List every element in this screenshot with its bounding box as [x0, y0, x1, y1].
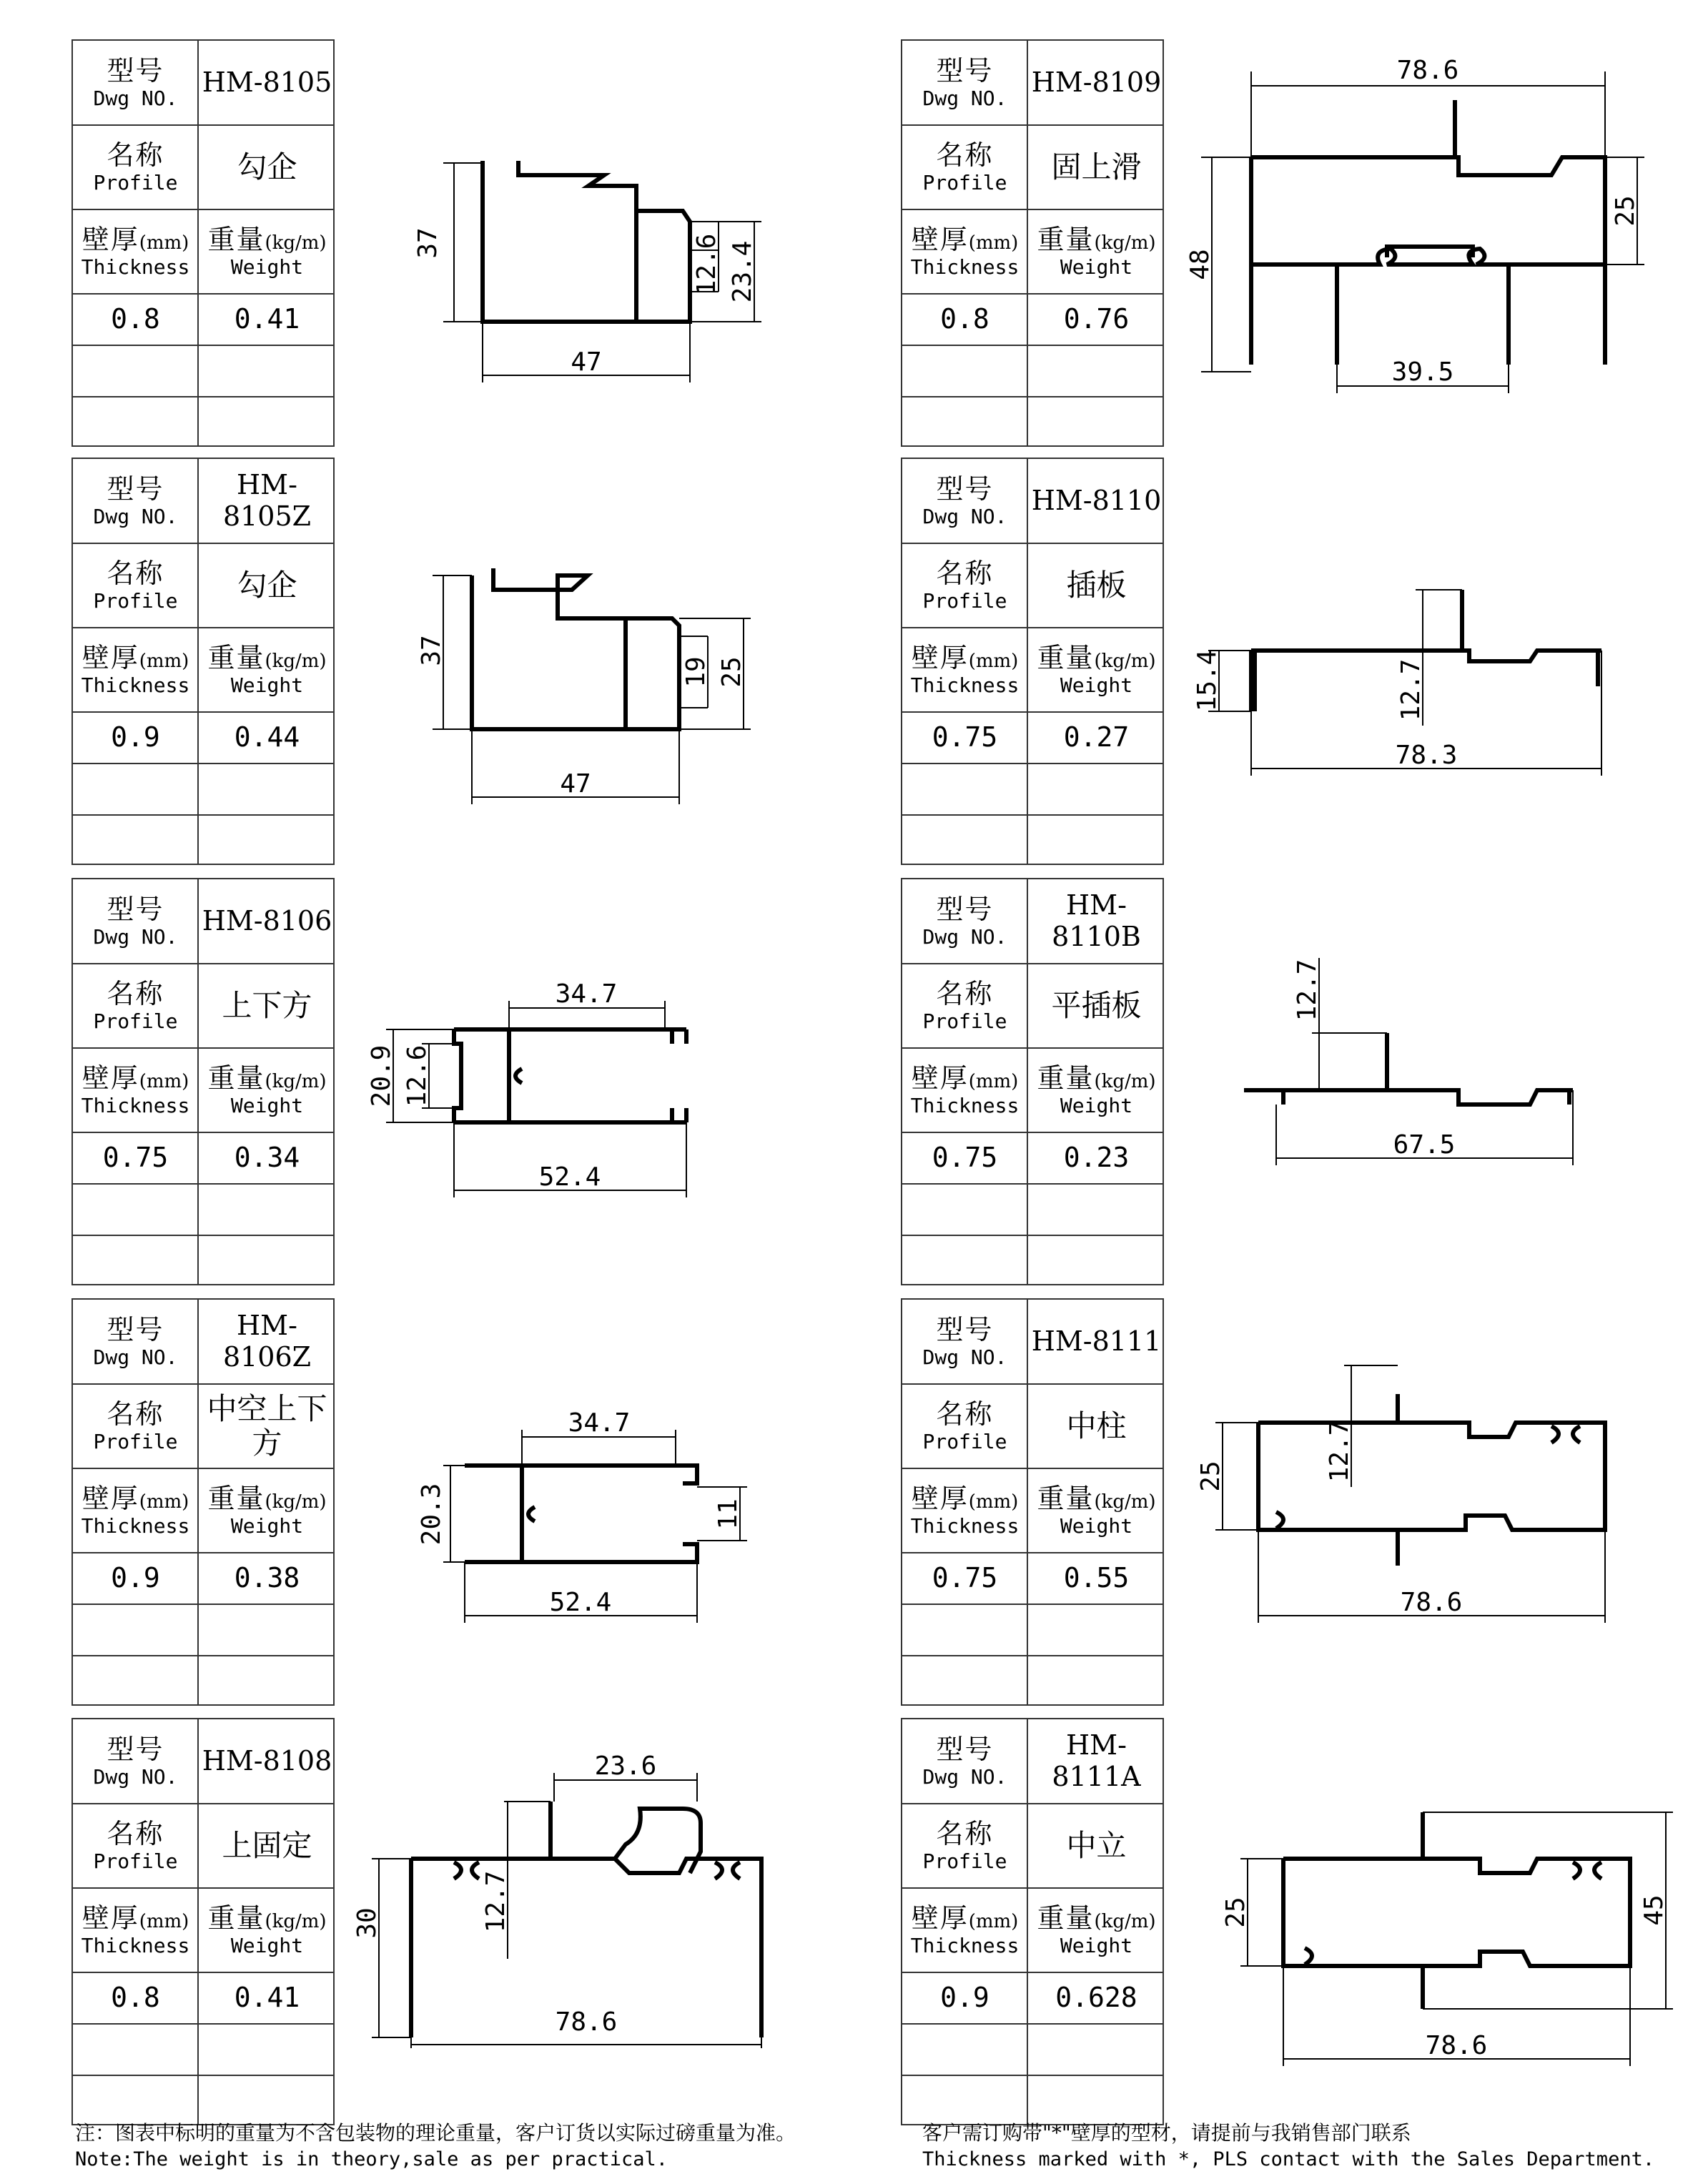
- dim-width: 67.5: [1393, 1130, 1456, 1160]
- label-weight-zh: 重量: [1037, 1483, 1095, 1515]
- label-weight: [1027, 209, 1165, 294]
- label-weight-en: Weight: [1060, 255, 1133, 279]
- thickness-cell: [902, 712, 1027, 764]
- drawing-hm-8111a: [1187, 1794, 1687, 2073]
- label-weight-unit: (kg/m): [1094, 1911, 1156, 1933]
- label-weight-unit: (kg/m): [1094, 651, 1156, 673]
- weight-value: 0.76: [1063, 303, 1130, 335]
- label-name: [902, 125, 1027, 209]
- label-model: [902, 41, 1027, 125]
- label-thickness-unit: (mm): [968, 232, 1019, 255]
- label-model-en: Dwg NO.: [922, 1764, 1007, 1789]
- weight-cell: [1027, 294, 1165, 345]
- label-thickness: [73, 628, 198, 712]
- dim-width: 52.4: [538, 1162, 601, 1192]
- dim-stem: 12.7: [481, 1870, 510, 1933]
- dim-stem: 12.7: [1293, 959, 1322, 1022]
- profile-name: 上固定: [222, 1827, 312, 1863]
- label-weight: [198, 209, 336, 294]
- profile-name-cell: [198, 125, 336, 209]
- drawing-hm-8110b: [1230, 951, 1601, 1172]
- profile-name: 中空上下: [207, 1390, 327, 1426]
- weight-value: 0.628: [1055, 1982, 1137, 2014]
- label-model-zh: 型号: [936, 1314, 994, 1346]
- label-thickness-unit: (mm): [968, 1491, 1019, 1513]
- profile-name-cell: [198, 543, 336, 628]
- spec-table: [71, 39, 335, 447]
- profile-name-cell: [1027, 1804, 1165, 1888]
- label-weight-en: Weight: [230, 1933, 304, 1957]
- label-name-en: Profile: [922, 170, 1007, 194]
- label-thickness-en: Thickness: [81, 673, 190, 697]
- spec-table: [901, 878, 1164, 1285]
- thickness-cell: [73, 1972, 198, 2024]
- drawing-hm-8105z: [400, 558, 772, 815]
- label-model-en: Dwg NO.: [93, 1345, 178, 1369]
- dim-width: 78.3: [1395, 741, 1458, 770]
- label-name: [902, 1384, 1027, 1468]
- label-model: [902, 1719, 1027, 1804]
- weight-cell: [198, 1972, 336, 2024]
- spec-table: [901, 39, 1164, 447]
- profile-code: HM-8111: [1031, 1325, 1162, 1358]
- label-weight-unit: (kg/m): [1094, 232, 1156, 255]
- label-thickness: [902, 1048, 1027, 1132]
- dim-height: 37: [413, 227, 443, 259]
- weight-value: 0.55: [1063, 1562, 1130, 1594]
- label-thickness-zh: 壁厚: [82, 1062, 139, 1095]
- label-weight: [1027, 1048, 1165, 1132]
- weight-value: 0.41: [234, 1982, 300, 2014]
- label-model-zh: 型号: [936, 894, 994, 926]
- dim-height: 30: [352, 1907, 382, 1939]
- label-weight-en: Weight: [1060, 673, 1133, 697]
- weight-cell: [198, 1132, 336, 1184]
- spec-table: [71, 1718, 335, 2125]
- label-thickness: [73, 1468, 198, 1553]
- thickness-cell: [902, 1972, 1027, 2024]
- profile-name-cell: [198, 964, 336, 1048]
- profile-name: 中立: [1066, 1827, 1127, 1863]
- spec-table: [71, 458, 335, 865]
- label-name-en: Profile: [922, 1849, 1007, 1873]
- label-weight-unit: (kg/m): [265, 1071, 327, 1093]
- label-name: [902, 543, 1027, 628]
- dim-top-width: 23.6: [594, 1751, 657, 1781]
- thickness-value: 0.9: [111, 721, 160, 753]
- spec-table: [71, 1298, 335, 1706]
- profile-name-cell: [198, 1384, 336, 1468]
- weight-cell: [198, 712, 336, 764]
- footer-right-zh: 客户需订购带"*"壁厚的型材，请提前与我销售部门联系: [922, 2121, 1411, 2145]
- profile-name-line2: 方: [252, 1425, 282, 1461]
- label-weight-unit: (kg/m): [1094, 1071, 1156, 1093]
- profile-name-cell: [1027, 1384, 1165, 1468]
- drawing-hm-8106z: [357, 1401, 772, 1637]
- profile-code-cell: [198, 1719, 336, 1804]
- label-thickness-zh: 壁厚: [911, 642, 969, 674]
- label-thickness-unit: (mm): [968, 651, 1019, 673]
- drawing-hm-8110: [1187, 572, 1616, 786]
- thickness-value: 0.75: [102, 1142, 169, 1174]
- label-model-zh: 型号: [107, 1314, 164, 1346]
- label-name-en: Profile: [922, 1429, 1007, 1453]
- label-thickness-en: Thickness: [81, 1513, 190, 1538]
- label-thickness-en: Thickness: [910, 1933, 1020, 1957]
- label-weight-zh: 重量: [1037, 642, 1095, 674]
- label-name-zh: 名称: [107, 1818, 164, 1850]
- profile-name-cell: [198, 1804, 336, 1888]
- label-weight: [1027, 628, 1165, 712]
- profile-code-cell: [1027, 1300, 1165, 1384]
- dim-height: 20.3: [417, 1483, 446, 1546]
- label-name: [73, 543, 198, 628]
- profile-name-cell: [1027, 964, 1165, 1048]
- label-model-zh: 型号: [107, 55, 164, 87]
- profile-name: 固上滑: [1051, 149, 1142, 184]
- profile-name: 平插板: [1051, 987, 1142, 1023]
- label-weight-zh: 重量: [207, 642, 265, 674]
- dim-width: 47: [560, 769, 591, 799]
- footer-right-en: Thickness marked with *, PLS contact with the Sales Department.: [922, 2148, 1655, 2170]
- label-name-zh: 名称: [936, 1818, 994, 1850]
- label-weight-unit: (kg/m): [265, 232, 327, 255]
- label-thickness: [902, 1888, 1027, 1972]
- label-name: [73, 964, 198, 1048]
- label-name-en: Profile: [93, 588, 178, 613]
- spec-table: [71, 878, 335, 1285]
- label-weight-unit: (kg/m): [1094, 1491, 1156, 1513]
- label-model-zh: 型号: [936, 1734, 994, 1766]
- label-model-en: Dwg NO.: [922, 504, 1007, 528]
- label-name-en: Profile: [922, 1009, 1007, 1033]
- profile-code: HM-8110B: [1052, 889, 1141, 952]
- label-name-zh: 名称: [936, 978, 994, 1010]
- thickness-value: 0.9: [111, 1562, 160, 1594]
- thickness-cell: [902, 294, 1027, 345]
- dim-width: 78.6: [1400, 1588, 1463, 1617]
- label-model: [902, 459, 1027, 543]
- footer-note-right: [922, 2120, 1654, 2173]
- label-thickness-en: Thickness: [910, 1093, 1020, 1117]
- dim-inner: 12.6: [692, 233, 721, 296]
- weight-cell: [198, 1553, 336, 1604]
- label-weight-zh: 重量: [1037, 224, 1095, 256]
- label-thickness-unit: (mm): [968, 1911, 1019, 1933]
- profile-code: HM-8106: [202, 905, 332, 937]
- profile-code-cell: [1027, 41, 1165, 125]
- label-name-zh: 名称: [936, 558, 994, 590]
- dim-height-left: 25: [1221, 1897, 1250, 1928]
- dim-inner: 39.5: [1391, 357, 1454, 387]
- label-model-en: Dwg NO.: [93, 86, 178, 110]
- label-model-zh: 型号: [936, 473, 994, 505]
- label-thickness-zh: 壁厚: [82, 1483, 139, 1515]
- label-model: [902, 879, 1027, 964]
- weight-value: 0.27: [1063, 721, 1130, 753]
- label-model: [73, 459, 198, 543]
- label-model-zh: 型号: [107, 473, 164, 505]
- dim-width: 47: [571, 347, 602, 377]
- label-model-en: Dwg NO.: [922, 1345, 1007, 1369]
- profile-code-cell: [198, 41, 336, 125]
- label-thickness-unit: (mm): [139, 1071, 189, 1093]
- thickness-cell: [73, 712, 198, 764]
- thickness-value: 0.75: [932, 1142, 998, 1174]
- label-thickness-zh: 壁厚: [911, 224, 969, 256]
- spec-table: [901, 1298, 1164, 1706]
- profile-code: HM-8105Z: [222, 469, 312, 532]
- dim-inner-width: 34.7: [568, 1408, 631, 1438]
- dim-height: 20.9: [367, 1044, 396, 1107]
- dim-width: 52.4: [549, 1588, 612, 1617]
- label-name-en: Profile: [93, 1429, 178, 1453]
- label-name: [73, 125, 198, 209]
- dim-inner-width: 34.7: [555, 979, 618, 1009]
- profile-code: HM-8106Z: [222, 1310, 312, 1373]
- thickness-value: 0.8: [111, 1982, 160, 2014]
- label-weight-en: Weight: [230, 1513, 304, 1538]
- label-weight-en: Weight: [1060, 1933, 1133, 1957]
- profile-code-cell: [1027, 1719, 1165, 1804]
- label-model: [73, 1300, 198, 1384]
- footer-note-left: [75, 2120, 796, 2173]
- footer-note-zh: 注：图表中标明的重量为不含包装物的理论重量，客户订货以实际过磅重量为准。: [75, 2121, 796, 2145]
- label-thickness-unit: (mm): [139, 1491, 189, 1513]
- label-thickness-unit: (mm): [139, 232, 189, 255]
- label-model-en: Dwg NO.: [93, 924, 178, 949]
- profile-code-cell: [1027, 459, 1165, 543]
- label-name: [73, 1804, 198, 1888]
- label-name-zh: 名称: [107, 558, 164, 590]
- label-model-zh: 型号: [107, 1734, 164, 1766]
- label-model-en: Dwg NO.: [922, 86, 1007, 110]
- label-weight-zh: 重量: [207, 1902, 265, 1935]
- label-model: [73, 879, 198, 964]
- label-weight-unit: (kg/m): [265, 651, 327, 673]
- dim-width: 78.6: [1425, 2031, 1488, 2060]
- dim-height-right: 25: [1611, 195, 1640, 227]
- dim-height: 25: [1196, 1461, 1225, 1492]
- label-model: [902, 1300, 1027, 1384]
- label-thickness: [902, 209, 1027, 294]
- label-name: [902, 964, 1027, 1048]
- weight-cell: [1027, 1972, 1165, 2024]
- label-weight-zh: 重量: [1037, 1902, 1095, 1935]
- drawing-hm-8106: [357, 972, 729, 1208]
- thickness-cell: [73, 294, 198, 345]
- footer-note-en: Note:The weight is in theory,sale as per practical.: [75, 2148, 668, 2170]
- profile-code: HM-8109: [1031, 66, 1162, 99]
- label-model-en: Dwg NO.: [93, 504, 178, 528]
- label-weight: [198, 1888, 336, 1972]
- label-weight-en: Weight: [230, 1093, 304, 1117]
- label-thickness-zh: 壁厚: [82, 224, 139, 256]
- label-weight: [1027, 1888, 1165, 1972]
- label-name-zh: 名称: [107, 139, 164, 172]
- spec-table: [901, 1718, 1164, 2125]
- thickness-value: 0.9: [940, 1982, 989, 2014]
- thickness-value: 0.75: [932, 1562, 998, 1594]
- profile-code-cell: [198, 459, 336, 543]
- label-thickness-en: Thickness: [910, 1513, 1020, 1538]
- profile-code-cell: [198, 879, 336, 964]
- profile-name: 插板: [1066, 567, 1127, 603]
- weight-cell: [1027, 1553, 1165, 1604]
- profile-name: 中柱: [1066, 1408, 1127, 1443]
- profile-name-cell: [1027, 125, 1165, 209]
- label-weight: [198, 628, 336, 712]
- label-thickness-zh: 壁厚: [82, 1902, 139, 1935]
- dim-height: 15.4: [1193, 649, 1222, 712]
- label-thickness-en: Thickness: [81, 1093, 190, 1117]
- profile-code: HM-8110: [1031, 485, 1162, 517]
- dim-width: 78.6: [1396, 56, 1459, 85]
- thickness-cell: [902, 1132, 1027, 1184]
- dim-inner: 19: [681, 656, 711, 688]
- dim-lip: 25: [717, 656, 746, 688]
- weight-value: 0.23: [1063, 1142, 1130, 1174]
- profile-code: HM-8108: [202, 1745, 332, 1777]
- label-weight-en: Weight: [230, 255, 304, 279]
- label-thickness-zh: 壁厚: [911, 1483, 969, 1515]
- profile-code: HM-8105: [202, 66, 332, 99]
- dim-inner: 11: [714, 1498, 743, 1530]
- label-name-zh: 名称: [936, 139, 994, 172]
- label-thickness: [73, 1888, 198, 1972]
- label-name-zh: 名称: [107, 978, 164, 1010]
- label-thickness-zh: 壁厚: [82, 642, 139, 674]
- label-weight-en: Weight: [230, 673, 304, 697]
- label-weight-en: Weight: [1060, 1513, 1133, 1538]
- label-model-zh: 型号: [936, 55, 994, 87]
- label-name-en: Profile: [922, 588, 1007, 613]
- thickness-value: 0.75: [932, 721, 998, 753]
- profile-name: 勾企: [237, 567, 297, 603]
- profile-code-cell: [1027, 879, 1165, 964]
- profile-name: 勾企: [237, 149, 297, 184]
- drawing-hm-8105: [400, 136, 786, 407]
- dim-height-right: 45: [1639, 1894, 1669, 1926]
- weight-value: 0.38: [234, 1562, 300, 1594]
- label-name: [73, 1384, 198, 1468]
- label-weight-unit: (kg/m): [265, 1911, 327, 1933]
- label-weight-zh: 重量: [207, 224, 265, 256]
- thickness-cell: [73, 1132, 198, 1184]
- label-weight-en: Weight: [1060, 1093, 1133, 1117]
- profile-name-cell: [1027, 543, 1165, 628]
- dim-width: 78.6: [555, 2007, 618, 2037]
- label-thickness-zh: 壁厚: [911, 1902, 969, 1935]
- drawing-hm-8108: [352, 1751, 779, 2052]
- label-weight: [198, 1048, 336, 1132]
- weight-value: 0.44: [234, 721, 300, 753]
- dim-stem: 12.7: [1396, 658, 1426, 721]
- label-weight-unit: (kg/m): [265, 1491, 327, 1513]
- label-model-en: Dwg NO.: [93, 1764, 178, 1789]
- dim-stem: 12.7: [1325, 1420, 1354, 1483]
- dim-lip: 23.4: [728, 240, 757, 303]
- label-thickness: [902, 1468, 1027, 1553]
- drawing-hm-8109: [1173, 50, 1673, 400]
- label-thickness-en: Thickness: [910, 255, 1020, 279]
- label-thickness-en: Thickness: [81, 1933, 190, 1957]
- label-weight-zh: 重量: [207, 1483, 265, 1515]
- weight-value: 0.34: [234, 1142, 300, 1174]
- label-model-en: Dwg NO.: [922, 924, 1007, 949]
- label-name-en: Profile: [93, 1009, 178, 1033]
- weight-cell: [1027, 712, 1165, 764]
- weight-value: 0.41: [234, 303, 300, 335]
- thickness-value: 0.8: [111, 303, 160, 335]
- label-thickness-unit: (mm): [968, 1071, 1019, 1093]
- label-thickness-zh: 壁厚: [911, 1062, 969, 1095]
- thickness-value: 0.8: [940, 303, 989, 335]
- label-thickness-unit: (mm): [139, 651, 189, 673]
- drawing-hm-8111: [1180, 1358, 1644, 1630]
- dim-height-left: 48: [1185, 249, 1215, 280]
- label-thickness-unit: (mm): [139, 1911, 189, 1933]
- dim-height: 37: [417, 635, 446, 666]
- label-weight: [1027, 1468, 1165, 1553]
- profile-name: 上下方: [222, 987, 312, 1023]
- label-weight: [198, 1468, 336, 1553]
- spec-table: [901, 458, 1164, 865]
- label-model: [73, 41, 198, 125]
- label-name-en: Profile: [93, 170, 178, 194]
- label-name-en: Profile: [93, 1849, 178, 1873]
- profile-code-cell: [198, 1300, 336, 1384]
- label-thickness: [902, 628, 1027, 712]
- label-model: [73, 1719, 198, 1804]
- label-weight-zh: 重量: [207, 1062, 265, 1095]
- weight-cell: [1027, 1132, 1165, 1184]
- label-model-zh: 型号: [107, 894, 164, 926]
- profile-code: HM-8111A: [1052, 1729, 1141, 1792]
- label-thickness: [73, 1048, 198, 1132]
- label-name: [902, 1804, 1027, 1888]
- label-name-zh: 名称: [936, 1398, 994, 1431]
- weight-cell: [198, 294, 336, 345]
- dim-inner: 12.6: [403, 1044, 432, 1107]
- label-thickness-en: Thickness: [910, 673, 1020, 697]
- label-thickness: [73, 209, 198, 294]
- label-name-zh: 名称: [107, 1398, 164, 1431]
- label-weight-zh: 重量: [1037, 1062, 1095, 1095]
- label-thickness-en: Thickness: [81, 255, 190, 279]
- thickness-cell: [73, 1553, 198, 1604]
- thickness-cell: [902, 1553, 1027, 1604]
